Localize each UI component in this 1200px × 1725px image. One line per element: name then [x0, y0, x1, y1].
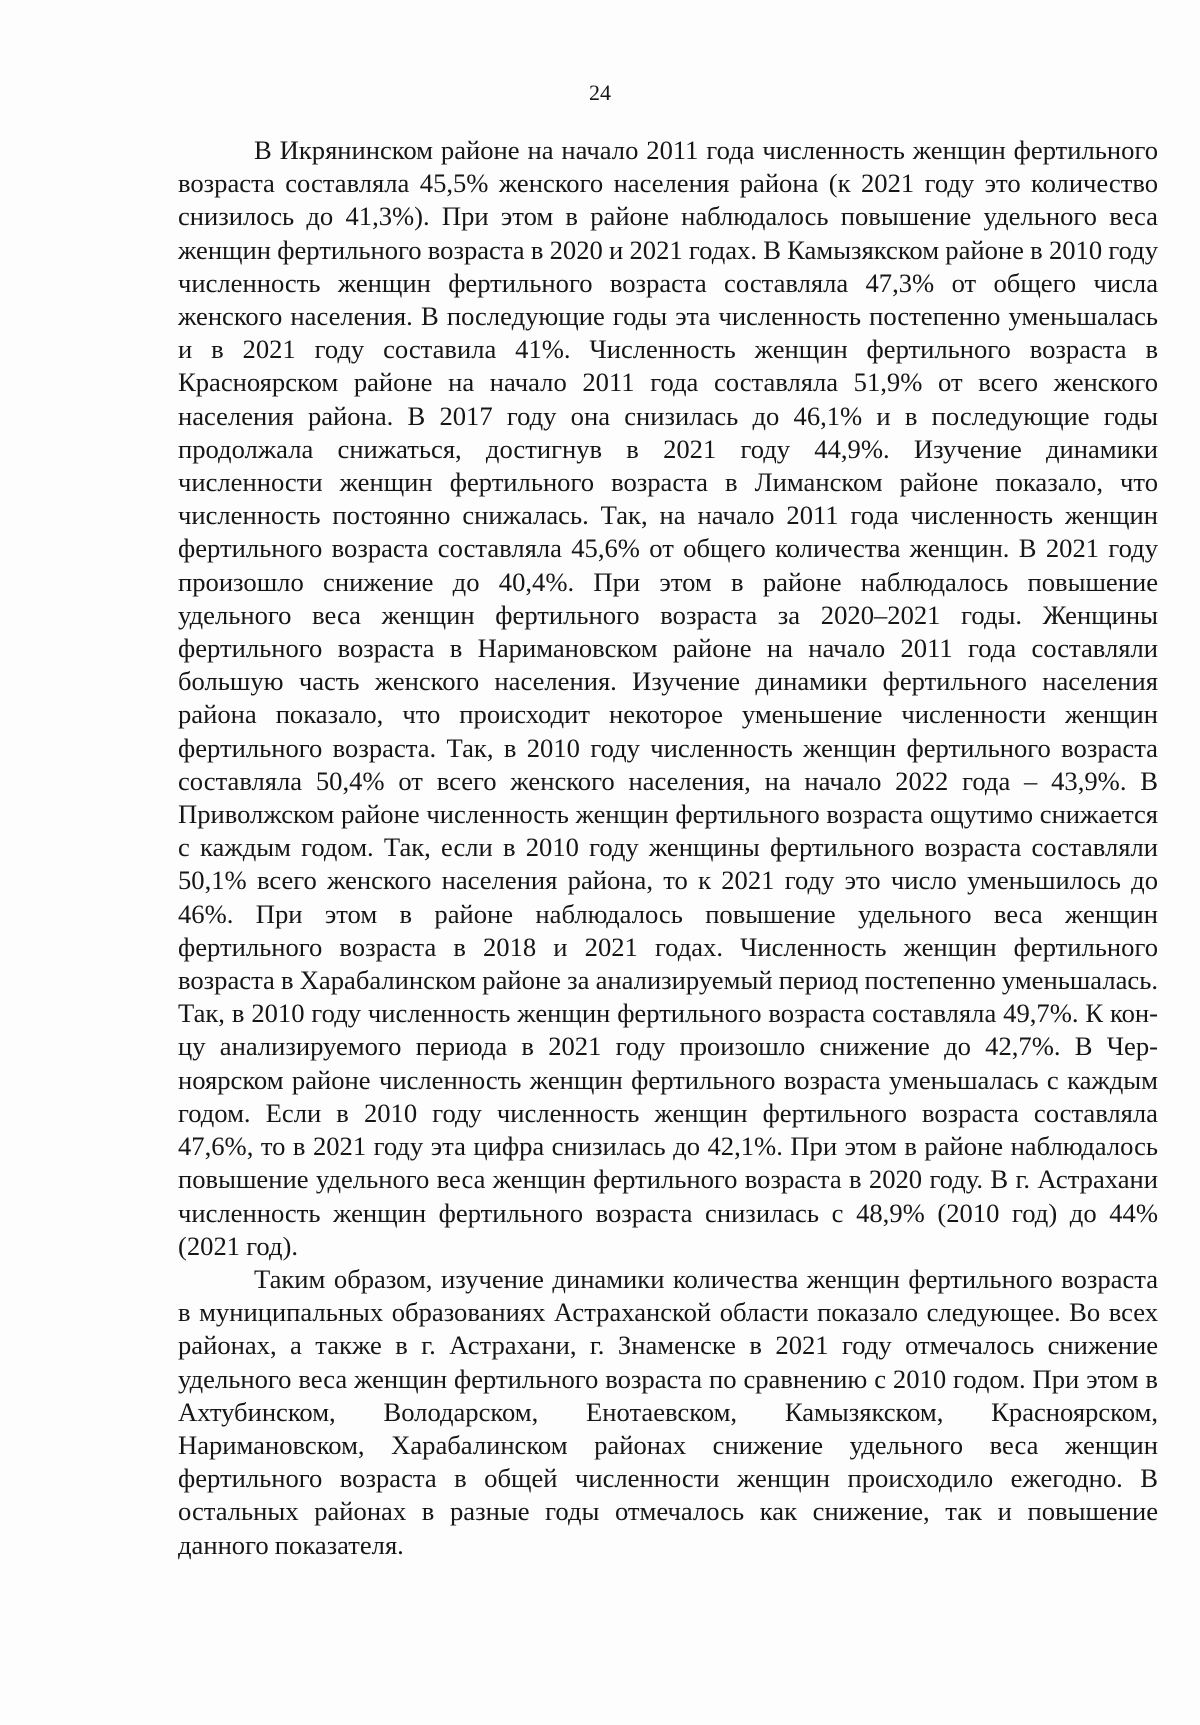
paragraph-district-statistics: В Икрянинском районе на начало 2011 года численность женщин фертильного возраста составляла 45,5% женского населения района (к 2021 году это количество снизилось до 41,3%). При этом в районе наблюдалось повышение удельного веса женщин фертильного возраста в 2020 и 2021 годах. В Камызякском районе в 2010 году численность женщин фертильного возраста составляла 47,3% от общего числа женского населения. В последующие годы эта численность постепенно уменьшалась и в 2021 году составила 41%. Численность женщин фертильного возраста в Красноярском районе на начало 2011 года составляла 51,9% от всего женского населения района. В 2017 году она снизилась до 46,1% и в последующие годы продолжала снижаться, достигнув в 2021 году 44,9%. Изучение динамики численности женщин фертильного возраста в Лиманском районе показало, что численность постоянно снижалась. Так, на начало 2011 года численность женщин фертильного возраста составляла 45,6% от общего количества женщин. В 2021 году произошло снижение до 40,4%. При этом в районе наблюдалось повышение удельного веса женщин фертильного возраста за 2020–2021 годы. Женщины фертильного возраста в Наримановском районе на начало 2011 года составляли большую часть женского населения. Изучение динамики фертильного населения района показало, что происходит некоторое уменьшение численности женщин фертильного возраста. Так, в 2010 году численность женщин фертильного возраста составляла 50,4% от всего женского населения, на начало 2022 года – 43,9%. В Приволжском районе численность женщин фертильного возраста ощутимо снижается с каждым годом. Так, если в 2010 году женщины фертильного возраста составляли 50,1% всего женского населения района, то к 2021 году это число уменьшилось до 46%. При этом в районе наблюдалось повышение удельного веса женщин фертильного возраста в 2018 и 2021 годах. Численность женщин фертильного возраста в Харабалинском районе за анализируемый период постепенно уменьшалась. Так, в 2010 году численность женщин фертильного возраста составляла 49,7%. К концу анализируемого периода в 2021 году произошло снижение до 42,7%. В Черноярском районе численность женщин фертильного возраста уменьшалась с каждым годом. Если в 2010 году численность женщин фертильного возраста составляла 47,6%, то в 2021 году эта цифра снизилась до 42,1%. При этом в районе наблюдалось повышение удельного веса женщин фертильного возраста в 2020 году. В г. Астрахани численность женщин фертильного возраста снизилась с 48,9% (2010 год) до 44% (2021 год). [178, 135, 1158, 1261]
document-body [178, 134, 1158, 1562]
paragraph-conclusion: Таким образом, изучение динамики количества женщин фертильного возраста в муниципальных образованиях Астраханской области показало следующее. Во всех районах, а также в г. Астрахани, г. Знаменске в 2021 году отмечалось снижение удельного веса женщин фертильного возраста по сравнению с 2010 годом. При этом в Ахтубинском, Володарском, Енотаевском, Камызякском, Красноярском, Наримановском, Харабалинском районах снижение удельного веса женщин фертильного возраста в общей численности женщин происходило ежегодно. В остальных районах в разные годы отмечалось как снижение, так и повышение данного показателя. [178, 1263, 1158, 1560]
page-number: 24 [589, 80, 611, 105]
